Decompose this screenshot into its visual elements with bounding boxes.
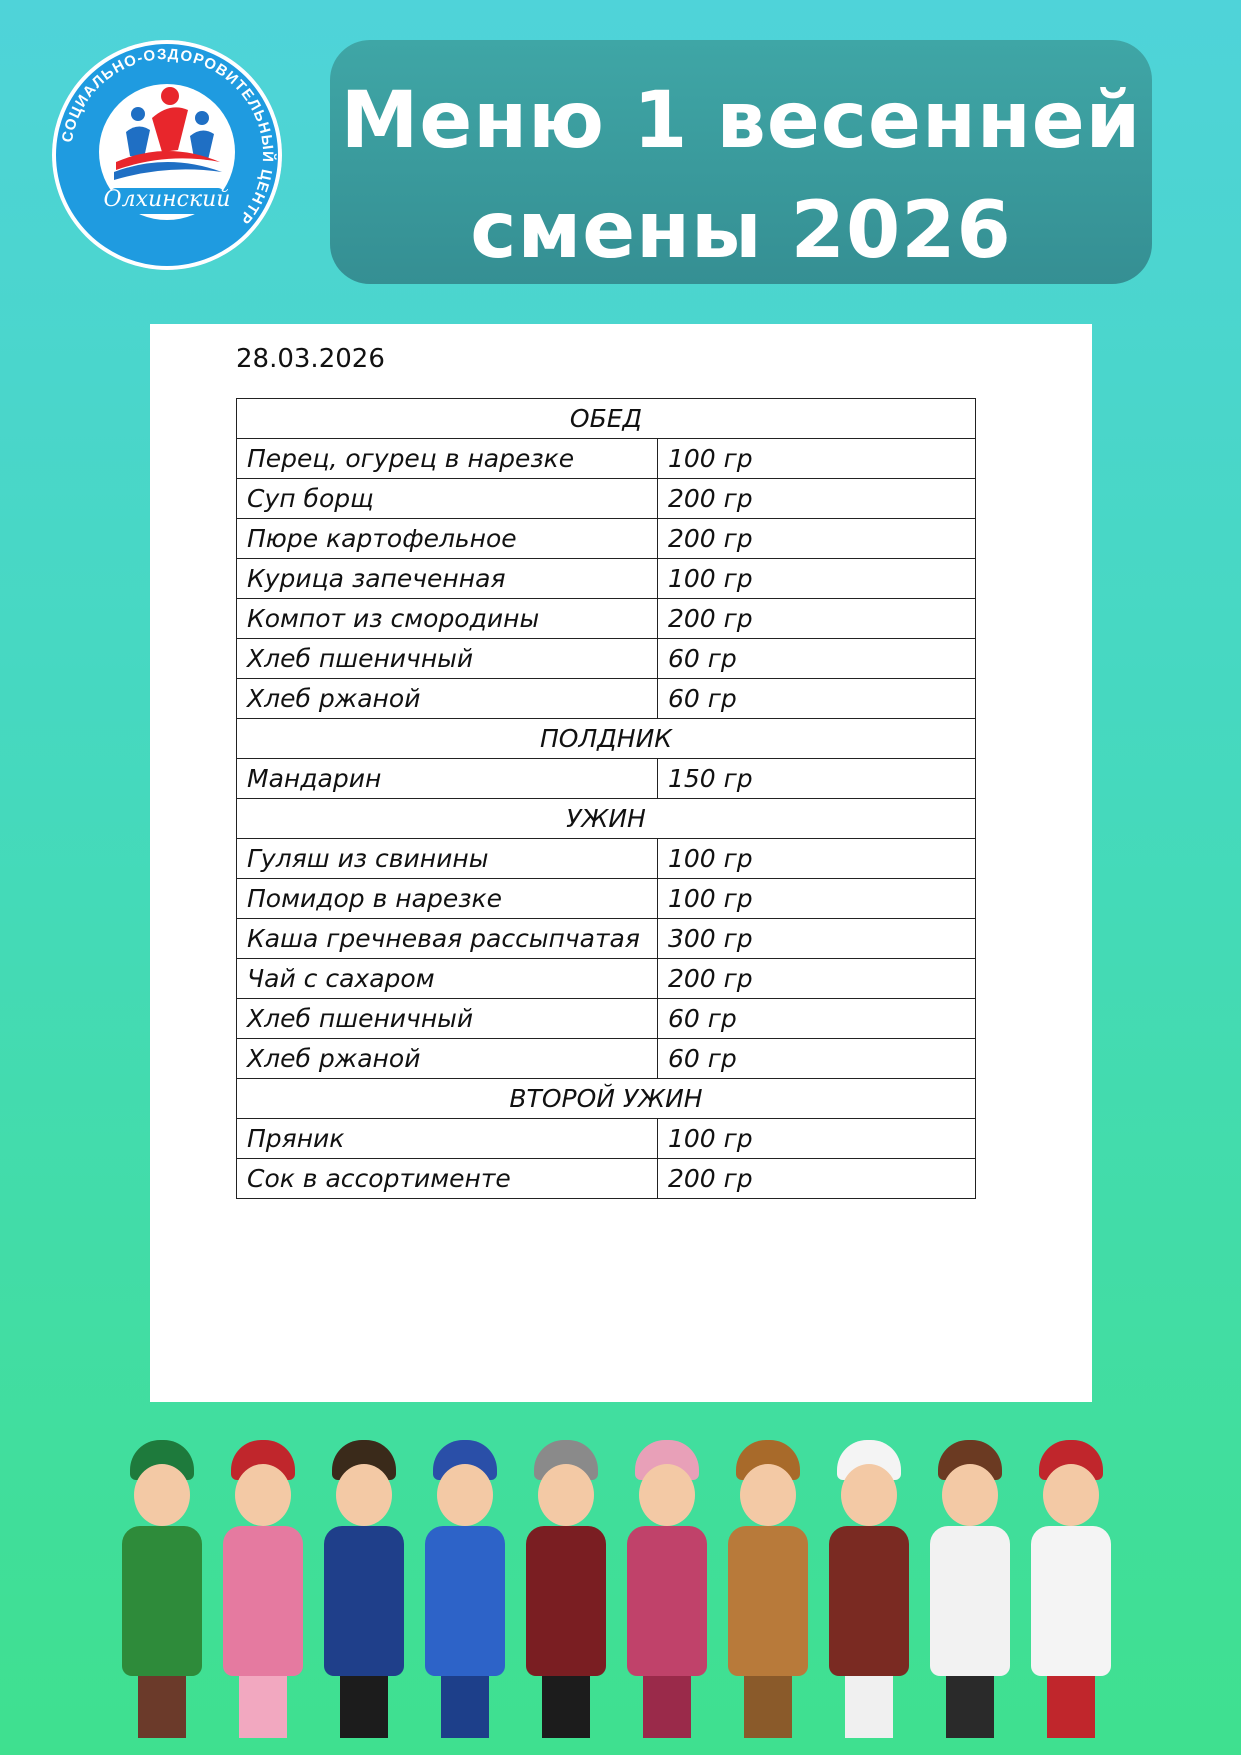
- child-legs: [946, 1676, 994, 1738]
- section-title: ПОЛДНИК: [237, 719, 976, 759]
- table-row: [237, 1039, 976, 1079]
- dish-name: Хлеб ржаной: [237, 1039, 658, 1079]
- child-figure: [516, 1432, 616, 1742]
- dish-name: Сок в ассортименте: [237, 1159, 658, 1199]
- title-line-2: смены 2026: [470, 186, 1012, 276]
- child-head: [1043, 1464, 1099, 1526]
- child-legs: [239, 1676, 287, 1738]
- logo-graphic: [52, 40, 282, 270]
- child-head: [336, 1464, 392, 1526]
- dish-portion: 60 гр: [658, 679, 976, 719]
- figure-red-head-icon: [161, 87, 179, 105]
- dish-portion: 200 гр: [658, 599, 976, 639]
- menu-table: [236, 398, 976, 1199]
- dish-name: Курица запеченная: [237, 559, 658, 599]
- table-row: [237, 839, 976, 879]
- dish-name: Хлеб ржаной: [237, 679, 658, 719]
- child-head: [134, 1464, 190, 1526]
- section-title: ОБЕД: [237, 399, 976, 439]
- child-figure: [415, 1432, 515, 1742]
- child-head: [841, 1464, 897, 1526]
- child-legs: [441, 1676, 489, 1738]
- menu-date: 28.03.2026: [236, 344, 385, 374]
- table-row: [237, 559, 976, 599]
- table-row: [237, 999, 976, 1039]
- child-head: [538, 1464, 594, 1526]
- child-figure: [314, 1432, 414, 1742]
- children-illustration: [112, 1432, 1132, 1742]
- dish-portion: 200 гр: [658, 479, 976, 519]
- child-body: [223, 1526, 303, 1676]
- child-figure: [112, 1432, 212, 1742]
- page-title: [330, 66, 1152, 286]
- child-legs: [138, 1676, 186, 1738]
- child-body: [627, 1526, 707, 1676]
- dish-portion: 300 гр: [658, 919, 976, 959]
- dish-name: Суп борщ: [237, 479, 658, 519]
- dish-name: Перец, огурец в нарезке: [237, 439, 658, 479]
- dish-name: Каша гречневая рассыпчатая: [237, 919, 658, 959]
- child-legs: [744, 1676, 792, 1738]
- dish-portion: 150 гр: [658, 759, 976, 799]
- dish-portion: 200 гр: [658, 519, 976, 559]
- table-row: [237, 519, 976, 559]
- dish-name: Мандарин: [237, 759, 658, 799]
- section-row: [237, 399, 976, 439]
- dish-name: Хлеб пшеничный: [237, 639, 658, 679]
- section-row: [237, 799, 976, 839]
- child-legs: [1047, 1676, 1095, 1738]
- logo: [52, 40, 282, 270]
- dish-portion: 100 гр: [658, 1119, 976, 1159]
- title-banner: [330, 40, 1152, 284]
- child-head: [740, 1464, 796, 1526]
- child-head: [437, 1464, 493, 1526]
- section-row: [237, 719, 976, 759]
- logo-ring-text: СОЦИАЛЬНО-ОЗДОРОВИТЕЛЬНЫЙ ЦЕНТР: [58, 45, 277, 228]
- menu-sheet: [150, 324, 1092, 1402]
- dish-name: Хлеб пшеничный: [237, 999, 658, 1039]
- dish-portion: 200 гр: [658, 1159, 976, 1199]
- child-figure: [1021, 1432, 1121, 1742]
- dish-name: Чай с сахаром: [237, 959, 658, 999]
- table-row: [237, 1119, 976, 1159]
- table-row: [237, 479, 976, 519]
- dish-portion: 60 гр: [658, 1039, 976, 1079]
- dish-portion: 100 гр: [658, 879, 976, 919]
- child-figure: [718, 1432, 818, 1742]
- dish-name: Пюре картофельное: [237, 519, 658, 559]
- section-title: ВТОРОЙ УЖИН: [237, 1079, 976, 1119]
- child-head: [235, 1464, 291, 1526]
- dish-portion: 100 гр: [658, 839, 976, 879]
- dish-portion: 60 гр: [658, 639, 976, 679]
- child-figure: [819, 1432, 919, 1742]
- child-figure: [920, 1432, 1020, 1742]
- child-figure: [617, 1432, 717, 1742]
- dish-portion: 200 гр: [658, 959, 976, 999]
- dish-name: Пряник: [237, 1119, 658, 1159]
- table-row: [237, 599, 976, 639]
- logo-name: Олхинский: [103, 187, 231, 212]
- table-row: [237, 759, 976, 799]
- table-row: [237, 639, 976, 679]
- child-body: [1031, 1526, 1111, 1676]
- table-row: [237, 919, 976, 959]
- dish-name: Помидор в нарезке: [237, 879, 658, 919]
- child-body: [728, 1526, 808, 1676]
- child-head: [942, 1464, 998, 1526]
- child-body: [122, 1526, 202, 1676]
- child-head: [639, 1464, 695, 1526]
- child-legs: [845, 1676, 893, 1738]
- table-row: [237, 679, 976, 719]
- dish-name: Компот из смородины: [237, 599, 658, 639]
- title-line-1: Меню 1 весенней: [340, 76, 1142, 166]
- dish-name: Гуляш из свинины: [237, 839, 658, 879]
- table-row: [237, 879, 976, 919]
- child-legs: [643, 1676, 691, 1738]
- table-row: [237, 1159, 976, 1199]
- child-body: [425, 1526, 505, 1676]
- menu-table-body: [237, 399, 976, 1199]
- table-row: [237, 959, 976, 999]
- dish-portion: 100 гр: [658, 439, 976, 479]
- dish-portion: 60 гр: [658, 999, 976, 1039]
- table-row: [237, 439, 976, 479]
- section-row: [237, 1079, 976, 1119]
- child-body: [829, 1526, 909, 1676]
- section-title: УЖИН: [237, 799, 976, 839]
- child-body: [526, 1526, 606, 1676]
- child-legs: [340, 1676, 388, 1738]
- child-body: [324, 1526, 404, 1676]
- child-body: [930, 1526, 1010, 1676]
- child-legs: [542, 1676, 590, 1738]
- dish-portion: 100 гр: [658, 559, 976, 599]
- child-figure: [213, 1432, 313, 1742]
